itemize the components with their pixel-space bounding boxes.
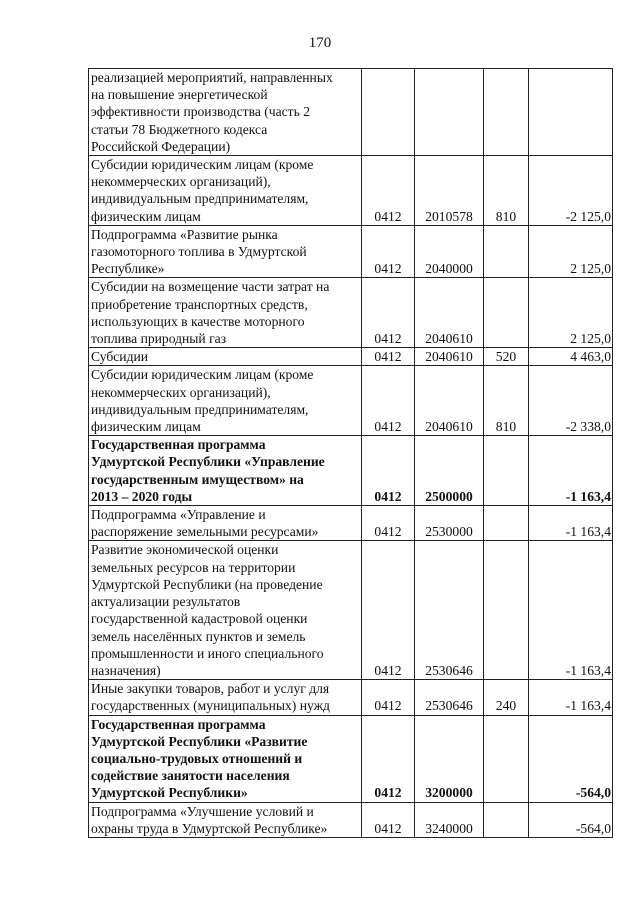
row-section: 0412 <box>362 436 415 506</box>
row-code: 2530646 <box>415 680 484 715</box>
row-code: 2530000 <box>415 506 484 541</box>
row-type <box>484 69 529 156</box>
row-sum: -564,0 <box>529 802 613 837</box>
row-section: 0412 <box>362 348 415 366</box>
row-code: 2010578 <box>415 156 484 226</box>
row-name: Подпрограмма «Управление и распоряжение земельными ресурсами» <box>89 506 362 541</box>
row-name: Государственная программа Удмуртской Республики «Развитие социально-трудовых отношений и содействие занятости населения Удмуртской Республики» <box>89 715 362 802</box>
row-code: 3240000 <box>415 802 484 837</box>
row-sum: 2 125,0 <box>529 278 613 348</box>
table-row <box>89 802 613 837</box>
row-section: 0412 <box>362 506 415 541</box>
row-type: 520 <box>484 348 529 366</box>
row-sum: -2 125,0 <box>529 156 613 226</box>
row-type <box>484 225 529 278</box>
row-code: 2040610 <box>415 278 484 348</box>
row-name: Иные закупки товаров, работ и услуг для государственных (муниципальных) нужд <box>89 680 362 715</box>
row-type: 810 <box>484 366 529 436</box>
row-section: 0412 <box>362 278 415 348</box>
row-section: 0412 <box>362 715 415 802</box>
row-name: Субсидии на возмещение части затрат на приобретение транспортных средств, использующих в качестве моторного топлива природный газ <box>89 278 362 348</box>
row-code: 2500000 <box>415 436 484 506</box>
row-type <box>484 715 529 802</box>
table-row <box>89 69 613 156</box>
row-code: 2530646 <box>415 541 484 680</box>
row-sum: -564,0 <box>529 715 613 802</box>
table-row <box>89 225 613 278</box>
row-sum: 4 463,0 <box>529 348 613 366</box>
row-section: 0412 <box>362 802 415 837</box>
row-code: 2040000 <box>415 225 484 278</box>
row-sum: -1 163,4 <box>529 680 613 715</box>
row-type <box>484 436 529 506</box>
table-row <box>89 680 613 715</box>
row-sum: -2 338,0 <box>529 366 613 436</box>
row-code: 2040610 <box>415 348 484 366</box>
row-sum: -1 163,4 <box>529 541 613 680</box>
row-type: 810 <box>484 156 529 226</box>
row-section: 0412 <box>362 366 415 436</box>
row-name: Государственная программа Удмуртской Республики «Управление государственным имуществом» на 2013 – 2020 годы <box>89 436 362 506</box>
row-name: Субсидии юридическим лицам (кроме некоммерческих организаций), индивидуальным предпринимателям, физическим лицам <box>89 156 362 226</box>
row-sum: -1 163,4 <box>529 436 613 506</box>
row-name: Субсидии <box>89 348 362 366</box>
table-row <box>89 366 613 436</box>
budget-table <box>88 68 613 838</box>
row-code <box>415 69 484 156</box>
row-sum: 2 125,0 <box>529 225 613 278</box>
row-section: 0412 <box>362 156 415 226</box>
row-sum: -1 163,4 <box>529 506 613 541</box>
row-section: 0412 <box>362 680 415 715</box>
row-type: 240 <box>484 680 529 715</box>
row-name: Субсидии юридическим лицам (кроме некоммерческих организаций), индивидуальным предпринимателям, физическим лицам <box>89 366 362 436</box>
row-name: Подпрограмма «Улучшение условий и охраны труда в Удмуртской Республике» <box>89 802 362 837</box>
row-type <box>484 278 529 348</box>
table-row <box>89 156 613 226</box>
table-row <box>89 436 613 506</box>
row-section <box>362 69 415 156</box>
row-code: 2040610 <box>415 366 484 436</box>
row-type <box>484 506 529 541</box>
budget-table-body <box>89 69 613 838</box>
table-row <box>89 278 613 348</box>
row-name: Развитие экономической оценки земельных ресурсов на территории Удмуртской Республики (на проведение актуализации результатов государственной кадастровой оценки земель населённых пунктов и земель промышленности и иного специального назначения) <box>89 541 362 680</box>
row-code: 3200000 <box>415 715 484 802</box>
row-type <box>484 541 529 680</box>
row-type <box>484 802 529 837</box>
table-row <box>89 348 613 366</box>
table-row <box>89 506 613 541</box>
page-number: 170 <box>308 35 332 51</box>
table-row <box>89 541 613 680</box>
row-name: реализацией мероприятий, направленных на повышение энергетической эффективности производства (часть 2 статьи 78 Бюджетного кодекса Российской Федерации) <box>89 69 362 156</box>
row-section: 0412 <box>362 541 415 680</box>
row-name: Подпрограмма «Развитие рынка газомоторного топлива в Удмуртской Республике» <box>89 225 362 278</box>
row-sum <box>529 69 613 156</box>
table-row <box>89 715 613 802</box>
row-section: 0412 <box>362 225 415 278</box>
